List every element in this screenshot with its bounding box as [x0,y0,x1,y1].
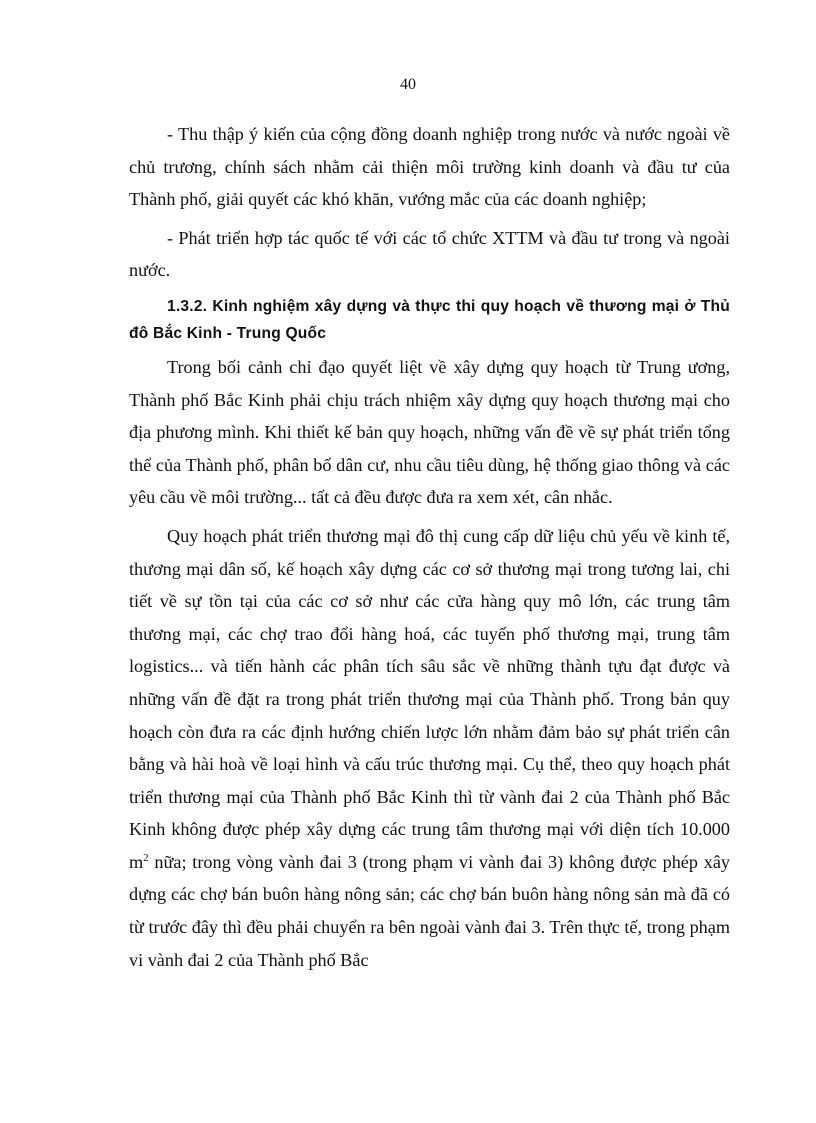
paragraph-beijing-context: Trong bối cảnh chỉ đạo quyết liệt về xây dựng quy hoạch từ Trung ương, Thành phố Bắc Kinh phải chịu trách nhiệm xây dựng quy hoạch thương mại cho địa phương mình. Khi thiết kế bản quy hoạch, những vấn đề về sự phát triển tổng thể của Thành phố, phân bố dân cư, nhu cầu tiêu dùng, hệ thống giao thông và các yêu cầu về môi trường... tất cả đều được đưa ra xem xét, cân nhắc. [129,356,730,508]
paragraph-international-cooperation: - Phát triển hợp tác quốc tế với các tổ chức XTTM và đầu tư trong và ngoài nước. [129,227,730,281]
paragraph-text-part-1: Quy hoạch phát triển thương mại đô thị cung cấp dữ liệu chủ yếu về kinh tế, thương mại dân số, kế hoạch xây dựng các cơ sở thương mại trong tương lai, chi tiết về sự tồn tại của các cơ sở như các cửa hàng quy mô lớn, các trung tâm thương mại, các chợ trao đổi hàng hoá, các tuyến phố thương mại, trung tâm logistics... và tiến hành các phân tích sâu sắc về những thành tựu đạt được và những vấn đề đặt ra trong phát triển thương mại của Thành phố. Trong bản quy hoạch còn đưa ra các định hướng chiến lược lớn nhằm đảm bảo sự phát triển cân bằng và hài hoà về loại hình và cấu trúc thương mại. Cụ thể, theo quy hoạch phát triển thương mại của Thành phố Bắc Kinh thì từ vành đai 2 của Thành phố Bắc Kinh không được phép xây dựng các trung tâm thương mại với diện tích 10.000 m [129,525,730,872]
superscript-exponent: 2 [143,851,149,864]
paragraph-feedback-collection: - Thu thập ý kiến của cộng đồng doanh nghiệp trong nước và nước ngoài về chủ trương, chính sách nhằm cải thiện môi trường kinh doanh và đầu tư của Thành phố, giải quyết các khó khăn, vướng mắc của các doanh nghiệp; [129,124,730,210]
document-body [129,118,730,976]
paragraph-text-part-2: nữa; trong vòng vành đai 3 (trong phạm vi vành đai 3) không được phép xây dựng các chợ bán buôn hàng nông sản; các chợ bán buôn hàng nông sản mà đã có từ trước đây thì đều phải chuyển ra bên ngoài vành đai 3. Trên thực tế, trong phạm vi vành đai 2 của Thành phố Bắc [129,851,730,970]
page-number: 40 [400,76,416,93]
section-heading-1-3-2: 1.3.2. Kinh nghiệm xây dựng và thực thi quy hoạch về thương mại ở Thủ đô Bắc Kinh - Trung Quốc [129,297,730,342]
paragraph-urban-trade-planning [129,520,730,976]
